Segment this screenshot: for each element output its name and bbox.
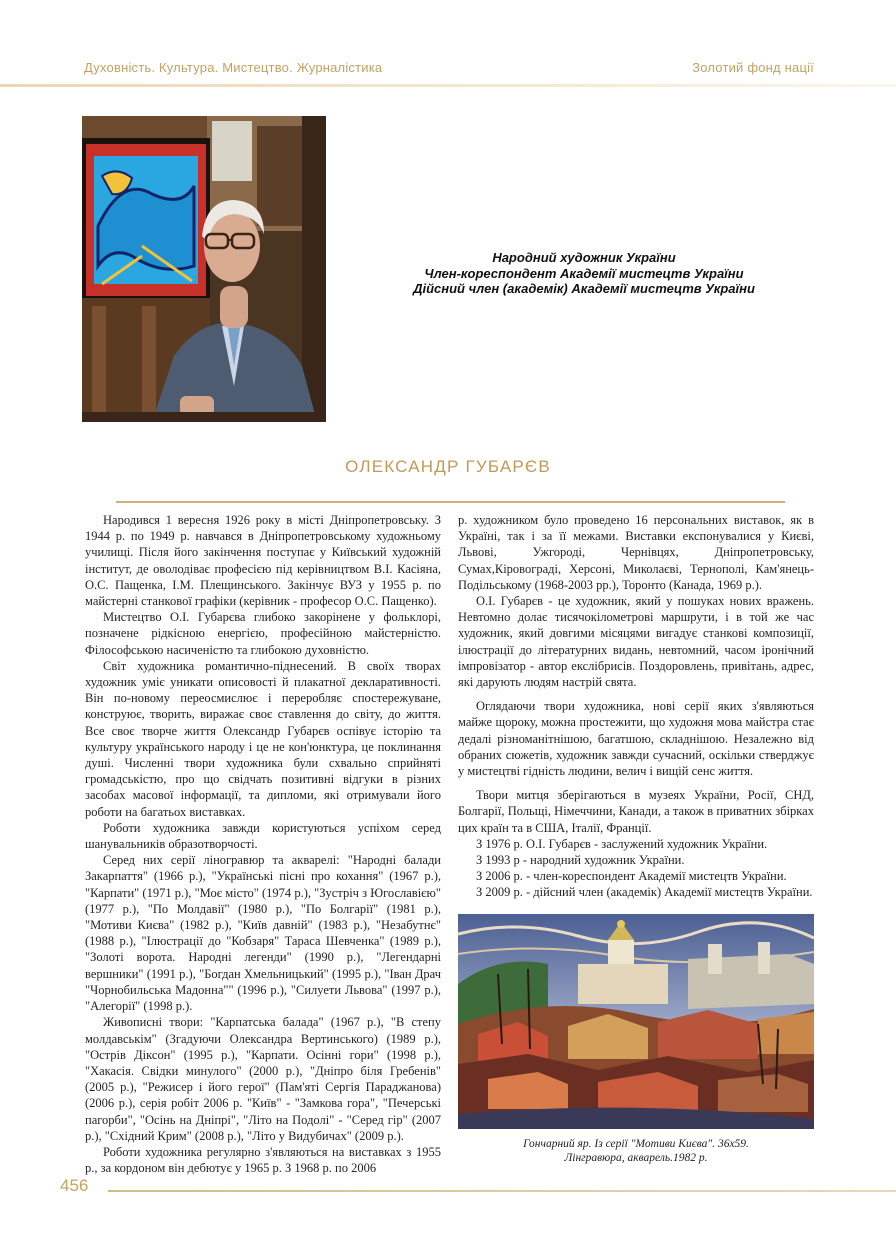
paragraph: Народився 1 вересня 1926 року в місті Дніпропетровську. З 1944 р. по 1949 р. навчався в Дніпропетровському художньому училищі. Після його закінчення поступає у Київський художній інститут, де оволодіває професією під керівництвом В.І. Касіяна, О.С. Пащенка, І.М. Плещинського. Закінчує ВУЗ у 1955 р. по майстерні станкової графіки (керівник - професор О.С. Пащенко). [85, 513, 441, 609]
paragraph: З 1993 р - народний художник України. [476, 853, 685, 868]
honorary-titles [384, 250, 784, 297]
paragraph: З 1976 р. О.І. Губарєв - заслужений художник України. [476, 836, 768, 851]
painting-illustration [458, 914, 814, 1129]
paragraph: З 2009 р. - дійсний член (академік) Академії мистецтв України. [476, 885, 813, 900]
paragraph: О.І. Губарєв - це художник, який у пошуках нових вражень. Невтомно долає тисячокілометрові маршрути, і в той же час художник, який довгими місяцями вигадує станкові композиції, ілюстрації до літературних видань, невтомний, часом іронічний імпровізатор - автор екслібрисів. Поздоровлень, привітань, адрес, які дарують людям настрій свята. [458, 594, 814, 690]
page-number: 456 [60, 1176, 89, 1195]
painting-caption [458, 1137, 814, 1165]
left-column [85, 512, 441, 1176]
paragraph: Живописні твори: "Карпатська балада" (1967 р.), "В степу молдавськім" (Згадуючи Олександра Вертинського) (1989 р.), "Острів Діксон" (1995 р.), "Карпати. Осінні гори" (1998 р.), "Хакасія. Свідки минулого" (2000 р.), "Дніпро біля Гребенів" (2005 р.), "Режисер і його герої" (Пам'яті Сергія Параджанова) (2006 р.), серія робіт 2006 р. "Київ" - "Замкова гора", "Печерські пагорби", "Осінь на Дніпрі", "Літо на Подолі" - "Серед гір" (2007 р.), "Східний Крим" (2008 р.), "Літо у Видубичах" (2009 р.). [85, 1015, 441, 1143]
title-line: Народний художник України [492, 250, 676, 265]
paragraph: Твори митця зберігаються в музеях України, Росії, СНД, Болгарії, Польщі, Німеччини, Канади, а також в приватних збірках цих країн та в США, Італії, Франції. [458, 788, 814, 835]
paragraph: р. художником було проведено 16 персональних виставок, як в Україні, так і за її межами. Виставки експонувалися у Києві, Львові, Ужгороді, Чернівцях, Дніпропетровську, Сумах,Кіровограді, Херсоні, Миколаєві, Тернополі, Кам'янець-Подільському (1968-2003 рр.), Торонто (Канада, 1969 р.). [458, 513, 814, 592]
paragraph: Світ художника романтично-піднесений. В своїх творах художник уміє уникати описовості й плакатної декларативності. Він по-новому переосмислює і переробляє спостережуване, конструює, творить, виражає своє ставлення до світу, до життя. Все своє творче життя Олександр Губарєв оспівує історію та культуру українського народу і це не кон'юнктура, це поклинання душі. Численні твори художника були схвально сприйняті громадськістю, про що свідчать позитивні відгуки в різних засобах масової інформації, та дипломи, які отримували його роботи на багатьох виставках. [85, 658, 441, 819]
paragraph: Мистецтво О.І. Губарєва глибоко закорінене у фольклорі, позначене рідкісною енергією, професійною майстерністю. Філософською насиченістю та глибокою духовністю. [85, 610, 441, 657]
paragraph: З 2006 р. - член-кореспондент Академії мистецтв України. [476, 869, 787, 884]
running-header-right: Золотий фонд нації [692, 60, 814, 75]
paragraph: Роботи художника завжди користуються успіхом серед шанувальників образотворчості. [85, 820, 441, 852]
paragraph: Оглядаючи твори художника, нові серії яких з'являються майже щороку, можна простежити, що художня мова майстра стає дедалі різноманітнішою, багатшою, складнішою. Незалежно від обраних сюжетів, художник завжди сучасний, оскільки стверджує у мистецтві гідність людини, велич і вищій сенс життя. [458, 699, 814, 779]
paragraph: Серед них серії ліногравюр та акварелі: "Народні балади Закарпаття" (1966 р.), "Українські пісні про кохання" (1967 р.), "Карпати" (1971 р.), "Моє місто" (1974 р.), "Зустріч з Югославією" (1977 р.), "По Молдавії" (1980 р.), "По Болгарії" (1981 р.), "Мотиви Києва" (1982 р.), "Київ давній" (1983 р.), "Незабутнє" (1988 р.), "Ілюстрації до "Кобзаря" Тараса Шевченка" (1989 р.), "Золоті ворота. Народні легенди" (1990 р.), "Легендарні вершники" (1991 р.), "Богдан Хмельницький" (1995 р.), "Іван Драч "Чорнобильська Мадонна"" (1996 р.), "Силуети Львова" (1997 р.), "Алегорії" (1998 р.). [85, 853, 441, 1014]
footer-rule [108, 1190, 896, 1192]
author-name: ОЛЕКСАНДР ГУБАРЄВ [345, 457, 551, 476]
paragraph: Роботи художника регулярно з'являються на виставках з 1955 р., за кордоном він дебютує у 1965 р. З 1968 р. по 2006 [85, 1144, 441, 1176]
caption-line: Лінгравюра, акварель.1982 р. [564, 1152, 708, 1164]
right-column [458, 512, 814, 901]
title-line: Дійсний член (академік) Академії мистецтв України [413, 281, 755, 296]
header-rule [0, 84, 896, 87]
title-rule [116, 501, 785, 503]
title-line: Член-кореспондент Академії мистецтв України [424, 265, 744, 281]
portrait-photo [82, 116, 326, 422]
caption-line: Гончарний яр. Із серії "Мотиви Києва". 36х59. [523, 1138, 749, 1150]
running-header-left: Духовність. Культура. Мистецтво. Журналістика [84, 60, 383, 75]
